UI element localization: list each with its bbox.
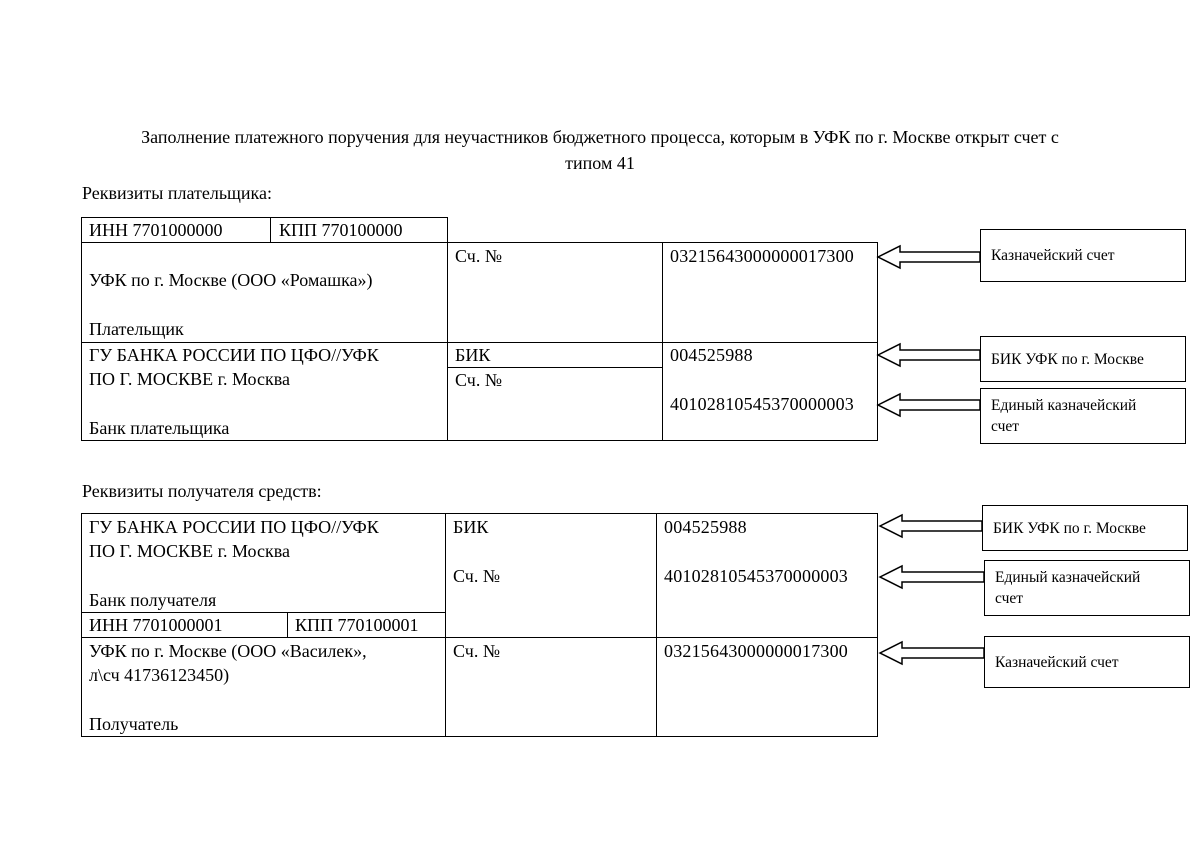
recipient-bik: 004525988	[664, 517, 747, 537]
payer-inn: ИНН 7701000000	[89, 220, 223, 240]
callout-treasury-account	[984, 636, 1190, 688]
callout-bik-ufk	[982, 505, 1188, 551]
recipient-table-line	[656, 513, 657, 736]
left-arrow-icon	[878, 513, 984, 539]
left-arrow-icon	[876, 392, 982, 418]
payer-label: Плательщик	[89, 319, 184, 339]
payer-name: УФК по г. Москве (ООО «Ромашка»)	[89, 270, 373, 290]
payer-kpp: КПП 770100000	[279, 220, 403, 240]
callout-text: счет	[991, 418, 1020, 435]
recipient-bank-line-2: ПО Г. МОСКВЕ г. Москва	[89, 541, 290, 561]
recipient-table-line	[287, 612, 288, 637]
callout-text: Казначейский счет	[995, 653, 1119, 671]
recipient-account-label: Сч. №	[453, 641, 500, 661]
recipient-table-line	[81, 513, 878, 514]
payer-table-line	[447, 217, 448, 440]
payer-bank-line-2: ПО Г. МОСКВЕ г. Москва	[89, 369, 290, 389]
callout-text: БИК УФК по г. Москве	[991, 350, 1144, 368]
left-arrow-icon	[878, 564, 986, 590]
recipient-bank-account-label: Сч. №	[453, 566, 500, 586]
callout-unified-treasury-account	[984, 560, 1190, 616]
document-title	[60, 124, 1140, 176]
recipient-table-line	[877, 513, 878, 736]
payer-account: 03215643000000017300	[670, 246, 854, 266]
payer-table-line	[447, 367, 662, 368]
callout-text: счет	[995, 590, 1024, 607]
payer-bank-account: 40102810545370000003	[670, 394, 854, 414]
callout-text: Единый казначейский	[995, 569, 1141, 586]
callout-text: Казначейский счет	[991, 247, 1115, 264]
recipient-name-line-1: УФК по г. Москве (ООО «Василек»,	[89, 641, 367, 661]
payer-table-line	[81, 217, 82, 440]
recipient-bank-line-1: ГУ БАНКА РОССИИ ПО ЦФО//УФК	[89, 517, 379, 537]
left-arrow-icon	[878, 640, 986, 666]
recipient-label: Получатель	[89, 714, 179, 734]
payer-table-line	[81, 342, 878, 343]
recipient-bik-label: БИК	[453, 517, 489, 537]
left-arrow-icon	[876, 244, 982, 270]
title-line-1: Заполнение платежного поручения для неучастников бюджетного процесса, которым в УФК по г. Москве открыт счет с	[141, 127, 1059, 147]
recipient-name-line-2: л\сч 41736123450)	[89, 665, 230, 685]
payer-table-line	[662, 242, 663, 440]
payer-bik-label: БИК	[455, 345, 491, 365]
payer-bank-account-label: Сч. №	[455, 370, 502, 390]
payer-bank-label: Банк плательщика	[89, 418, 230, 438]
recipient-table-line	[81, 637, 878, 638]
callout-bik-ufk	[980, 336, 1186, 382]
payer-table-line	[81, 440, 878, 441]
recipient-bank-account: 40102810545370000003	[664, 566, 848, 586]
payer-heading: Реквизиты плательщика:	[82, 183, 272, 203]
payer-table-line	[81, 242, 878, 243]
callout-text: БИК УФК по г. Москве	[993, 519, 1146, 537]
title-line-2: типом 41	[565, 153, 635, 173]
recipient-table-line	[81, 513, 82, 736]
recipient-inn: ИНН 7701000001	[89, 615, 223, 635]
recipient-kpp: КПП 770100001	[295, 615, 419, 635]
recipient-table-line	[445, 513, 446, 736]
recipient-table-line	[81, 612, 445, 613]
recipient-account: 03215643000000017300	[664, 641, 848, 661]
payer-bank-line-1: ГУ БАНКА РОССИИ ПО ЦФО//УФК	[89, 345, 379, 365]
left-arrow-icon	[876, 342, 982, 368]
payer-table-line	[81, 217, 447, 218]
payer-account-label: Сч. №	[455, 246, 502, 266]
recipient-table-line	[81, 736, 878, 737]
callout-unified-treasury-account	[980, 388, 1186, 444]
payer-bik: 004525988	[670, 345, 753, 365]
callout-treasury-account	[980, 229, 1186, 282]
recipient-bank-label: Банк получателя	[89, 590, 217, 610]
recipient-heading: Реквизиты получателя средств:	[82, 481, 322, 501]
callout-text: Единый казначейский	[991, 397, 1137, 414]
payer-table-line	[270, 217, 271, 242]
